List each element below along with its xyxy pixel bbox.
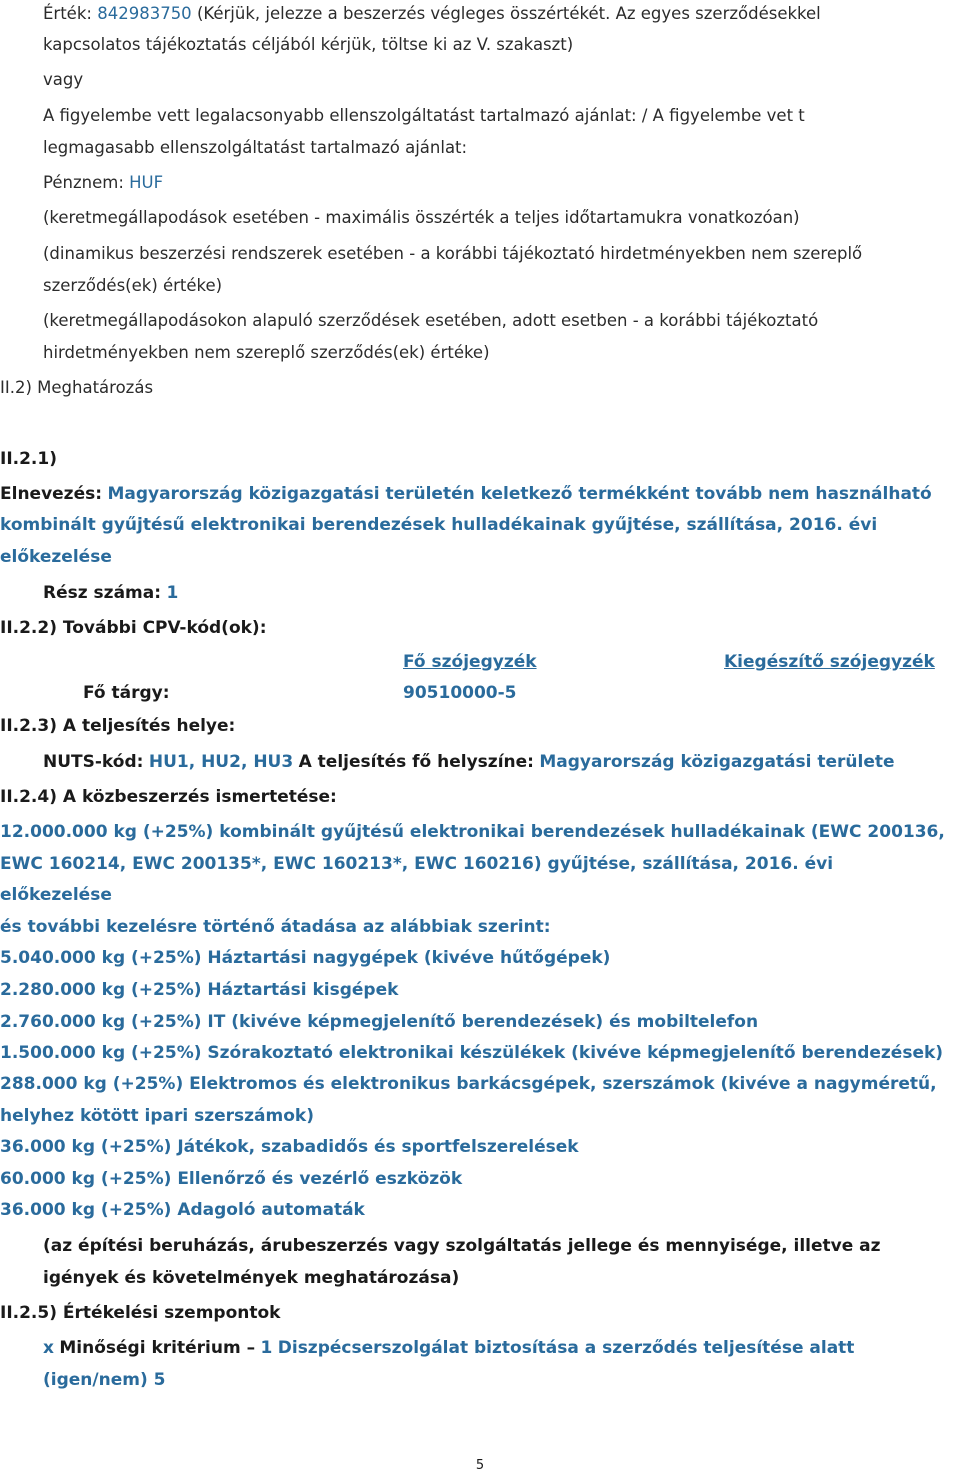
kriterium-num: 1 — [260, 1338, 273, 1358]
penznem-value: HUF — [129, 173, 164, 192]
item-qty: 5.040.000 — [0, 948, 96, 968]
nuts-label: NUTS-kód: — [43, 752, 144, 772]
item-text: kg (+25%) Játékok, szabadidős és sportfelszerelések — [65, 1137, 579, 1157]
elnevezes-value: Magyarország közigazgatási területén keletkező termékként tovább nem használható — [107, 484, 932, 504]
list-item — [0, 1169, 462, 1189]
ii25-heading: II.2.5) Értékelési szempontok — [0, 1303, 281, 1323]
list-item — [0, 1200, 365, 1220]
resz-label: Rész száma: — [43, 583, 162, 603]
elnevezes-line — [0, 484, 932, 504]
item-qty: 60.000 — [0, 1169, 66, 1189]
hely-label: A teljesítés fő helyszíne: — [298, 752, 534, 772]
ii24-heading: II.2.4) A közbeszerzés ismertetése: — [0, 787, 337, 807]
nuts-value: HU1, HU2, HU3 — [148, 752, 294, 772]
item-text: kg (+25%) Elektromos és elektronikus barkácsgépek, szerszámok (kivéve a nagyméretű, — [77, 1074, 937, 1094]
section-ii2-heading: II.2) Meghatározás — [0, 378, 154, 397]
penznem-label: Pénznem: — [43, 173, 124, 192]
ismertetes-note: (az építési beruházás, árubeszerzés vagy szolgáltatás jellege és mennyisége, illetve az — [43, 1236, 881, 1256]
list-item — [0, 1074, 937, 1094]
page-number: 5 — [475, 1458, 485, 1473]
list-item — [0, 1137, 579, 1157]
keret-note: (keretmegállapodások esetében - maximális összérték a teljes időtartamukra vonatkozóan) — [43, 208, 800, 227]
ertek-label: Érték: — [43, 4, 92, 23]
elnevezes-value-cont: kombinált gyűjtésű elektronikai berendezések hulladékainak gyűjtése, szállítása, 2016. évi — [0, 515, 878, 535]
item-qty: 36.000 — [0, 1200, 66, 1220]
ertek-note: (Kérjük, jelezze a beszerzés végleges összértékét. Az egyes szerződésekkel — [196, 4, 821, 23]
list-item-cont: helyhez kötött ipari szerszámok) — [0, 1106, 314, 1126]
ismertetes-line: 12.000.000 kg (+25%) kombinált gyűjtésű elektronikai berendezések hulladékainak (EWC 200136, — [0, 822, 945, 842]
ertek-line — [43, 4, 821, 24]
list-item — [0, 1012, 758, 1032]
item-qty: 288.000 — [0, 1074, 78, 1094]
penznem-line — [43, 173, 163, 193]
nuts-line — [43, 752, 895, 772]
elnevezes-value-cont2: előkezelése — [0, 547, 112, 567]
ertek-note-cont: kapcsolatos tájékoztatás céljából kérjük, töltse ki az V. szakaszt) — [43, 35, 574, 54]
col-kiegeszito-szojegyzek: Kiegészítő szójegyzék — [724, 652, 935, 672]
item-qty: 1.500.000 — [0, 1043, 96, 1063]
hely-value: Magyarország közigazgatási területe — [539, 752, 895, 772]
ismertetes-line: EWC 160214, EWC 200135*, EWC 160213*, EWC 160216) gyűjtése, szállítása, 2016. évi — [0, 854, 834, 874]
kriterium-x: x — [43, 1338, 54, 1358]
list-item — [0, 980, 398, 1000]
list-item — [0, 1043, 943, 1063]
item-text: kg (+25%) Adagoló automaták — [65, 1200, 365, 1220]
kriterium-label: Minőségi kritérium – — [59, 1338, 256, 1358]
ismertetes-note-cont: igények és követelmények meghatározása) — [43, 1268, 460, 1288]
fo-targy-label: Fő tárgy: — [83, 683, 170, 703]
elnevezes-label: Elnevezés: — [0, 484, 103, 504]
kriterium-text-cont: (igen/nem) 5 — [43, 1370, 166, 1390]
ismertetes-line: és további kezelésre történő átadása az alábbiak szerint: — [0, 917, 551, 937]
ii22-heading: II.2.2) További CPV-kód(ok): — [0, 618, 267, 638]
ii21-heading: II.2.1) — [0, 449, 57, 469]
item-qty: 2.280.000 — [0, 980, 96, 1000]
list-item — [0, 948, 610, 968]
resz-value: 1 — [166, 583, 179, 603]
fo-targy-value: 90510000-5 — [403, 683, 517, 703]
item-qty: 2.760.000 — [0, 1012, 96, 1032]
ismertetes-line: előkezelése — [0, 885, 112, 905]
item-qty: 36.000 — [0, 1137, 66, 1157]
dinamikus-note-cont: szerződés(ek) értéke) — [43, 276, 223, 295]
keretalapu-note-cont: hirdetményekben nem szereplő szerződés(ek) értéke) — [43, 343, 490, 362]
resz-line — [43, 583, 178, 603]
item-text: kg (+25%) Ellenőrző és vezérlő eszközök — [65, 1169, 463, 1189]
item-text: kg (+25%) Szórakoztató elektronikai készülékek (kivéve képmegjelenítő berendezések) — [95, 1043, 944, 1063]
ertek-value: 842983750 — [97, 4, 192, 23]
kriterium-text: Diszpécserszolgálat biztosítása a szerződés teljesítése alatt — [277, 1338, 855, 1358]
col-fo-szojegyzek: Fő szójegyzék — [403, 652, 537, 672]
vagy-text: vagy — [43, 70, 84, 89]
item-text: kg (+25%) IT (kivéve képmegjelenítő berendezések) és mobiltelefon — [95, 1012, 759, 1032]
keretalapu-note: (keretmegállapodásokon alapuló szerződések esetében, adott esetben - a korábbi tájékoztató — [43, 311, 819, 330]
item-text: kg (+25%) Háztartási kisgépek — [95, 980, 399, 1000]
dinamikus-note: (dinamikus beszerzési rendszerek esetében - a korábbi tájékoztató hirdetményekben nem szereplő — [43, 244, 863, 263]
ajanlat-line: A figyelembe vett legalacsonyabb ellenszolgáltatást tartalmazó ajánlat: / A figyelembe vet t — [43, 106, 805, 125]
kriterium-line — [43, 1338, 854, 1358]
item-text: kg (+25%) Háztartási nagygépek (kivéve hűtőgépek) — [95, 948, 611, 968]
ajanlat-line-cont: legmagasabb ellenszolgáltatást tartalmazó ajánlat: — [43, 138, 468, 157]
ii23-heading: II.2.3) A teljesítés helye: — [0, 716, 236, 736]
